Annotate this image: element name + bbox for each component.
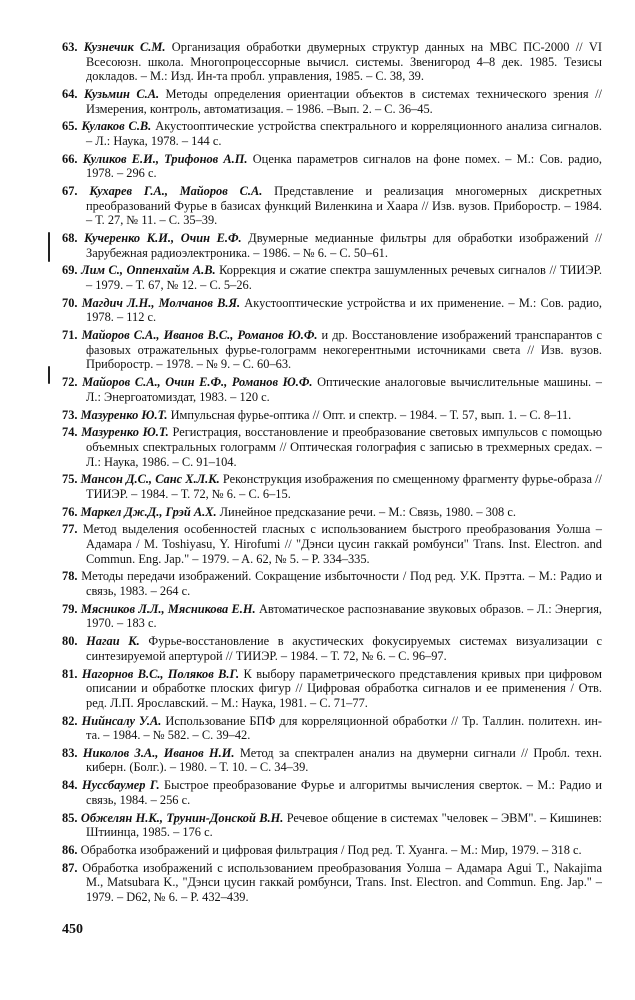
reference-item — [62, 667, 602, 711]
reference-text: Импульсная фурье-оптика // Опт. и спектр. – 1984. – Т. 57, вып. 1. – С. 8–11. — [170, 407, 572, 422]
reference-number: 86. — [62, 843, 78, 857]
reference-text: Акустооптические устройства спектрального и корреляционного анализа сигналов. – Л.: Наука, 1978. – 144 с. — [86, 119, 602, 148]
reference-text: Линейное предсказание речи. – М.: Связь, 1980. – 308 с. — [219, 504, 516, 519]
reference-text: Речевое общение в системах "человек – ЭВМ". – Кишинев: Штиинца, 1985. – 176 с. — [86, 810, 603, 840]
reference-number: 73. — [62, 407, 78, 422]
reference-authors: Нийнсалу У.А. — [81, 713, 162, 728]
reference-text: Оценка параметров сигналов на фоне помех. – М.: Сов. радио, 1978. – 296 с. — [86, 151, 602, 181]
reference-number: 76. — [62, 504, 78, 519]
reference-text: Методы определения ориентации объектов в системах технического зрения // Измерения, контроль, автоматизация. – 1986. –Вып. 2. – С. 36–45. — [86, 86, 602, 116]
reference-number: 81. — [62, 666, 78, 681]
reference-text: Автоматическое распознавание звуковых образов. – Л.: Энергия, 1970. – 183 с. — [86, 601, 602, 631]
reference-authors: Маркел Дж.Д., Грэй А.Х. — [80, 504, 217, 519]
reference-authors: Нагаи К. — [86, 634, 140, 649]
reference-authors: Кузьмин С.А. — [83, 86, 160, 101]
reference-item — [62, 152, 602, 181]
reference-authors: Майоров С.А., Иванов В.С., Романов Ю.Ф. — [81, 328, 318, 343]
reference-item — [62, 811, 602, 840]
reference-authors: Обжелян Н.К., Трунин-Донской В.Н. — [80, 810, 284, 825]
reference-item — [62, 231, 602, 260]
reference-number: 64. — [62, 86, 78, 101]
reference-number: 70. — [62, 295, 78, 310]
reference-number: 72. — [62, 375, 78, 390]
reference-authors: Мазуренко Ю.Т. — [80, 407, 168, 422]
reference-text: Оптические аналоговые вычислительные машины. – Л.: Энергоатомиздат, 1983. – 120 с. — [86, 375, 602, 404]
reference-authors: Нуссбаумер Г. — [81, 778, 160, 793]
reference-number: 79. — [62, 601, 78, 616]
reference-number: 63. — [62, 40, 78, 54]
reference-text: К выбору параметрического представления кривых при цифровом описании и обработке плоских фигур // Цифровая обработка сигналов и ее применения / Отв. ред. Л.П. Ярославский. – М.: Наука, 1981. – С. 71–77. — [86, 666, 602, 710]
reference-authors: Николов З.А., Иванов Н.И. — [82, 745, 235, 760]
reference-item — [62, 505, 602, 520]
reference-item — [62, 87, 602, 116]
reference-authors: Кулаков С.В. — [81, 119, 152, 134]
reference-authors: Мясников Л.Л., Мясникова Е.Н. — [80, 601, 256, 616]
reference-number: 69. — [62, 263, 78, 278]
reference-number: 68. — [62, 231, 78, 246]
reference-text: и др. Восстановление изображений транспарантов с фазовых отражательных фурье-голограмм некогерентными источниками света // Изв. вузов. Приборостр. – 1978. – № 9. – С. 60–63. — [86, 328, 602, 372]
reference-number: 71. — [62, 328, 78, 343]
reference-text: Регистрация, восстановление и преобразование световых импульсов с помощью объемных спектральных голограмм // Оптическая голография с записью в трехмерных средах. – Л.: Наука, 1986. – С. 91–104. — [86, 425, 602, 469]
reference-text: Акустооптические устройства и их применение. – М.: Сов. радио, 1978. – 112 с. — [86, 295, 603, 325]
reference-item — [62, 472, 602, 501]
reference-number: 82. — [62, 713, 78, 728]
reference-number: 84. — [62, 778, 78, 793]
reference-number: 87. — [62, 860, 78, 875]
reference-item — [62, 522, 602, 566]
reference-item — [62, 263, 602, 292]
reference-number: 75. — [62, 472, 78, 487]
reference-text: Использование БПФ для корреляционной обработки // Тр. Таллин. политехн. ин-та. – 1984. – № 582. – С. 39–42. — [86, 713, 602, 743]
reference-number: 78. — [62, 569, 78, 584]
reference-item — [62, 569, 602, 598]
reference-authors: Куликов Е.И., Трифонов А.П. — [82, 151, 248, 166]
reference-authors: Кузнечик С.М. — [83, 40, 166, 54]
reference-item — [62, 425, 602, 469]
reference-number: 77. — [62, 522, 78, 537]
reference-item — [62, 843, 602, 858]
reference-item — [62, 328, 602, 372]
reference-text: Метод за спектрален анализ на двумерни сигнали // Пробл. техн. киберн. (Болг.). – 1980. – Т. 10. – С. 34–39. — [86, 745, 602, 775]
reference-text: Обработка изображений и цифровая фильтрация / Под ред. Т. Хуанга. – М.: Мир, 1979. – 318 с. — [80, 843, 582, 857]
reference-item — [62, 408, 602, 423]
reference-authors: Нагорнов В.С., Поляков В.Г. — [81, 666, 240, 681]
reference-list — [62, 40, 602, 908]
reference-text: Быстрое преобразование Фурье и алгоритмы вычисления сверток. – М.: Радио и связь, 1984. – 256 с. — [86, 778, 602, 807]
reference-number: 85. — [62, 810, 78, 825]
reference-text: Фурье-восстановление в акустических фокусируемых системах визуализации с синтезируемой апертурой // ТИИЭР. – 1984. – Т. 72, № 6. – С. 96–97. — [86, 634, 602, 663]
reference-item — [62, 746, 602, 775]
reference-authors: Мансон Д.С., Санс Х.Л.К. — [80, 472, 220, 487]
reference-authors: Кучеренко К.И., Очин Е.Ф. — [84, 231, 242, 246]
reference-item — [62, 634, 602, 663]
margin-mark-72 — [48, 366, 50, 384]
reference-item — [62, 861, 602, 905]
reference-text: Представление и реализация многомерных дискретных преобразований Фурье в базисах функций Виленкина и Хаара // Изв. вузов. Приборостр. – 1984. – Т. 27, № 11. – С. 35–39. — [86, 184, 602, 228]
reference-text: Методы передачи изображений. Сокращение избыточности / Под ред. У.К. Прэтта. – М.: Радио и связь, 1983. – 264 с. — [81, 569, 602, 598]
reference-text: Организация обработки двумерных структур данных на МВС ПС-2000 // VI Всесоюзн. школа. Многопроцессорные вычисл. системы. Звенигород 4–8 дек. 1985. Тезисы докладов. – М.: Изд. Ин-та пробл. управления, 1985. – С. 38, 39. — [86, 40, 602, 84]
page-number: 450 — [62, 922, 83, 937]
reference-authors: Кухарев Г.А., Майоров С.А. — [89, 184, 263, 199]
reference-item — [62, 714, 602, 743]
reference-item — [62, 375, 602, 404]
reference-text: Метод выделения особенностей гласных с использованием быстрого преобразования Уолша – Адамара / M. Toshiyasu, Y. Hirofumi // "Дэнси цусин гаккай ромбунси" Trans. Inst. Electron. and Commun. Eng. Jap." – 1979. – A. 62, № 5. – P. 334–335. — [82, 522, 602, 566]
reference-number: 66. — [62, 151, 78, 166]
reference-number: 80. — [62, 634, 78, 649]
reference-item — [62, 40, 602, 84]
reference-text: Двумерные медианные фильтры для обработки изображений // Зарубежная радиоэлектроника. – 1986. – № 6. – С. 50–61. — [86, 231, 602, 260]
reference-text: Реконструкция изображения по смещенному фрагменту фурье-образа // ТИИЭР. – 1984. – Т. 72, № 6. – С. 6–15. — [86, 472, 602, 501]
reference-item — [62, 296, 602, 325]
margin-mark-68 — [48, 232, 50, 262]
reference-item — [62, 602, 602, 631]
reference-authors: Магдич Л.Н., Молчанов В.Я. — [81, 295, 241, 310]
reference-authors: Лим С., Оппенхайм А.В. — [81, 263, 216, 278]
reference-authors: Майоров С.А., Очин Е.Ф., Романов Ю.Ф. — [82, 375, 313, 390]
reference-text: Обработка изображений с использованием преобразования Уолша – Адамара Agui T., Nakajima M., Matsubara K., "Дэнси цусин гаккай ромбунси, Trans. Inst. Electron. and Commun. Eng. Jap." – 1979. – D62, № 6. – P. 432–439. — [82, 860, 602, 904]
reference-item — [62, 119, 602, 148]
reference-number: 83. — [62, 745, 78, 760]
reference-item — [62, 778, 602, 807]
reference-text: Коррекция и сжатие спектра зашумленных речевых сигналов // ТИИЭР. – 1979. – Т. 67, № 12. – С. 5–26. — [86, 263, 602, 293]
reference-number: 65. — [62, 119, 78, 134]
reference-number: 67. — [62, 184, 78, 199]
reference-number: 74. — [62, 425, 78, 440]
reference-authors: Мазуренко Ю.Т. — [81, 425, 169, 440]
reference-item — [62, 184, 602, 228]
